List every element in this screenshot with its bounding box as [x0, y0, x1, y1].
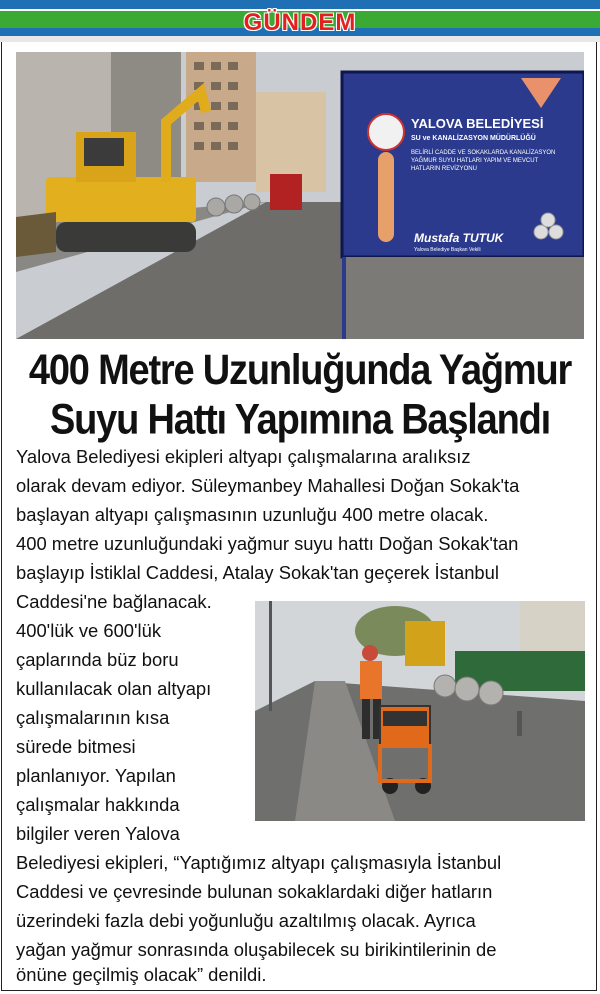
- body-line: yağan yağmur sonrasında oluşabilecek su birikintilerinin de: [16, 939, 497, 960]
- body-line: bilgiler veren Yalova: [16, 823, 180, 844]
- billboard-subtitle: SU ve KANALİZASYON MÜDÜRLÜĞÜ: [411, 135, 536, 142]
- body-line: 400'lük ve 600'lük: [16, 620, 162, 641]
- body-line: Belediyesi ekipleri, “Yaptığımız altyapı çalışmasıyla İstanbul: [16, 852, 502, 873]
- body-line: Yalova Belediyesi ekipleri altyapı çalışmalarına aralıksız: [16, 446, 471, 467]
- billboard-line-2: YAĞMUR SUYU HATLARI YAPIM VE MEVCUT: [411, 158, 539, 164]
- body-line: çaplarında büz boru: [16, 649, 179, 670]
- headline-line-1: 400 Metre Uzunluğunda Yağmur: [28, 347, 572, 395]
- body-line: olarak devam ediyor. Süleymanbey Mahallesi Doğan Sokak'ta: [16, 475, 520, 496]
- headline-line-2: Suyu Hattı Yapımına Başlandı: [50, 396, 550, 444]
- section-title: GÜNDEM: [243, 9, 357, 36]
- headline: [10, 346, 590, 445]
- billboard-line-1: BELİRLİ CADDE VE SOKAKLARDA KANALİZASYON: [411, 150, 556, 156]
- billboard-line-3: HATLARIN REVİZYONU: [411, 166, 477, 172]
- body-line: sürede bitmesi: [16, 736, 136, 757]
- body-line: çalışmalar hakkında: [16, 794, 180, 815]
- inline-photo: [255, 601, 585, 821]
- body-line: başlayıp İstiklal Caddesi, Atalay Sokak'tan geçerek İstanbul: [16, 562, 499, 583]
- body-line: Caddesi'ne bağlanacak.: [16, 591, 212, 612]
- body-line: planlanıyor. Yapılan: [16, 765, 176, 786]
- body-line: üzerindeki fazla debi yoğunluğu azaltılmış olacak. Ayrıca: [16, 910, 476, 931]
- body-line: Caddesi ve çevresinde bulunan sokaklardaki diğer hatların: [16, 881, 493, 902]
- top-photo: [16, 52, 584, 339]
- body-line: başlayan altyapı çalışmasının uzunluğu 400 metre olacak.: [16, 504, 489, 525]
- body-line: önüne geçilmiş olacak” denildi.: [16, 964, 267, 985]
- billboard-title: YALOVA BELEDİYESİ: [411, 116, 544, 131]
- billboard-signature-role: Yalova Belediye Başkan Vekili: [414, 247, 481, 253]
- billboard-signature: Mustafa TUTUK: [414, 231, 504, 245]
- body-line: kullanılacak olan altyapı: [16, 678, 212, 699]
- body-line: çalışmalarının kısa: [16, 707, 170, 728]
- body-line: 400 metre uzunluğundaki yağmur suyu hattı Doğan Sokak'tan: [16, 533, 519, 554]
